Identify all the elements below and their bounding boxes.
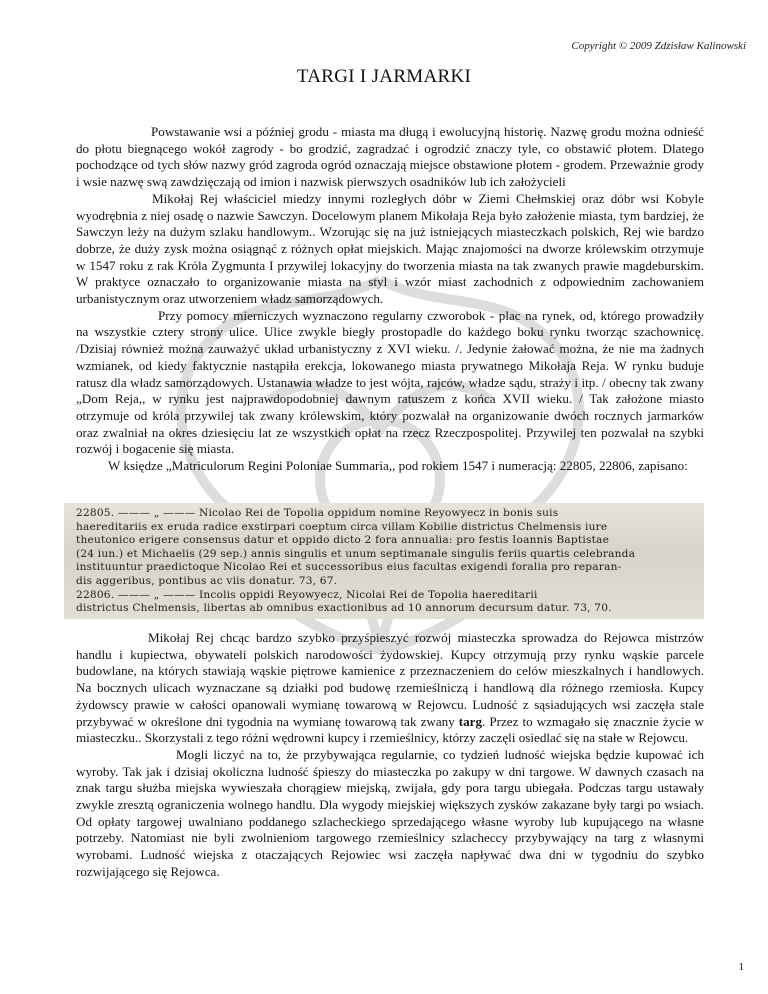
copyright-notice: Copyright © 2009 Zdzisław Kalinowski (571, 40, 746, 52)
page-title: TARGI I JARMARKI (296, 66, 472, 87)
scan-line: districtus Chelmensis, libertas ab omnibus exactionibus ad 10 annorum decursum datur. 73, 70. (76, 602, 612, 615)
paragraph-1: Powstawanie wsi a później grodu - miasta ma długą i ewolucyjną historię. Nazwę grodu można odnieść do płotu biegnącego wokół zagrody - bo grodzić, zagradzać i ogrodzić znaczy tyle, co obstawić płotem. Dlatego pochodzące od tych słów nazwy gród zagroda ogród oznaczają miejsce obstawione płotem - grodem. Przeważnie grody i wsie nazwę swą zawdzięczają od imion i nazwisk pierwszych osadników lub ich założycieli (76, 124, 704, 190)
scan-line: 22805. ——— „ ——— Nicolao Rei de Topolia oppidum nomine Reyowyecz in bonis suis (76, 507, 559, 519)
scan-line: 22806. ——— „ ——— Incolis oppidi Reyowyecz, Nicolai Rei de Topolia haereditarii (76, 588, 538, 601)
scan-line: theutonico erigere consensus datur et oppido dicto 2 fora annualia: pro festis Ioannis Baptistae (76, 534, 610, 547)
body-text-top (76, 124, 704, 475)
scan-line: instituuntur praedictoque Nicolao Rei et successoribus eius facultas exigendi foralia pro reparan- (76, 561, 622, 574)
paragraph-3: Przy pomocy mierniczych wyznaczono regularny czworobok - plac na rynek, od, którego prowadziły na wszystkie cztery strony ulice. Ulice zwykle biegły prostopadle do każdego boku rynku tworząc szachownicę. /Dzisiaj również można zauważyć układ urbanistyczny z XVI wieku. /. Jedynie żałować można, że nie ma żadnych wzmianek, od kiedy faktycznie nastąpiła erekcja, lokowanego miasta prywatnego Mikołaja Reja. W rynku buduje ratusz dla władz samorządowych. Ustanawia władze to jest wójta, rajców, władze sądu, straży i itp. / obecny tak zwany „Dom Reja,, w rynku jest najprawdopodobniej dawnym ratuszem z końca XVII wieku. / Tak założone miasto otrzymuje od króla przywilej tak zwany królewskim, który pozwalał na organizowanie dwóch rocznych jarmarków oraz zwalniał na okres dziesięciu lat ze wszystkich opłat na rzecz Rzeczpospolitej. Przywilej ten pozwalał na szybki rozwój i bogacenie się miasta. (76, 307, 704, 457)
scan-line: dis aggeribus, pontibus ac viis donatur. 73, 67. (76, 574, 338, 587)
page-number: 1 (738, 961, 744, 973)
paragraph-5-end: . Przez to wzmagało się znacznie życie w miasteczku.. Skorzystali z tego różni wędrowni kupcy i rzemieślnicy, którzy zaczęli osiedlać się na stałe w Rejowcu. (76, 713, 704, 746)
paragraph-5 (76, 630, 704, 747)
paragraph-2: Mikołaj Rej właściciel miedzy innymi rozległych dóbr w Ziemi Chełmskiej oraz dóbr wsi Kobyle wyodrębnia z niej osadę o nazwie Sawczyn. Docelowym planem Mikołaja Reja było założenie miasta, tym bardziej, że Sawczyn leży na dużym szlaku handlowym.. Wzorując się na już istniejących miasteczkach polskich, Rej wie bardzo dobrze, że duży zysk można osiągnąć z różnych opłat miejskich. Mając znajomości na dworze królewskim otrzymuje w 1547 roku z rak Króla Zygmunta I przywilej lokacyjny do tworzenia miasta na tak zwanych prawie magdeburskim. W praktyce oznaczało to organizowanie miasta na styl i wzór miast zachodnich z odpowiednim zachowaniem urbanistycznym oraz utworzeniem władz samorządowych. (76, 190, 704, 307)
scan-line: (24 iun.) et Michaelis (29 sep.) annis singulis et unum septimanale singulis feriis quartis celebranda (76, 547, 636, 560)
scan-line: haereditariis ex eruda radice exstirpari coeptum circa villam Kobilie districtus Chelmensis iure (76, 520, 608, 533)
paragraph-6: Mogli liczyć na to, że przybywająca regularnie, co tydzień ludność wiejska będzie kupować ich wyroby. Tak jak i dzisiaj okoliczna ludność śpieszy do miasteczka po zakupy w dni targowe. W dawnych czasach na znak targu służba miejska wywieszała chorągiew miejską, zwijała, gdy pora targu ubiegała. Podczas targu ustawały zwykle zresztą ograniczenia wolnego handlu. Dla wygody miejskiej większych zysków zakazane były targi po wsiach. Od opłaty targowej uwalniano poddanego szlacheckiego sprzedającego własne wyroby lub kupującego na własne potrzeby. Natomiast nie byli zwolnieniom targowego rzemieślnicy szlacheccy przybywający na targ z własnymi wyrobami. Ludność wiejska z otaczających Rejowiec wsi zaczęła napływać dwa dni w tygodniu do szybko rozwijającego się Rejowca. (76, 746, 704, 879)
emphasis-targ: targ (458, 713, 483, 729)
paragraph-5-start: Mikołaj Rej chcąc bardzo szybko przyśpieszyć rozwój miasteczka sprowadza do Rejowca mistrzów handlu i kupiectwa, obywateli polskich narodowości żydowskiej. Kupcy otrzymują przy rynku wąskie parcele budowlane, na których stawiają wąskie piętrowe kamienice z przeznaczeniem do celów mieszkalnych i handlowych. Na bocznych ulicach wyznaczane są działki pod budowę rzemieślniczą i handlową dla różnego rzemiosła. Kupcy żydowscy prawie w całości opanowali wymianę towarową w Rejowcu. Ludność z sąsiadujących wsi zaczęła stale przybywać w określone dni tygodnia na wymianę towarową tak zwany (76, 630, 704, 729)
scanned-latin-excerpt (64, 503, 704, 619)
body-text-bottom (76, 630, 704, 881)
paragraph-4: W księdze „Matriculorum Regini Poloniae Summaria,, pod rokiem 1547 i numeracją: 22805, 22806, zapisano: (108, 458, 688, 474)
